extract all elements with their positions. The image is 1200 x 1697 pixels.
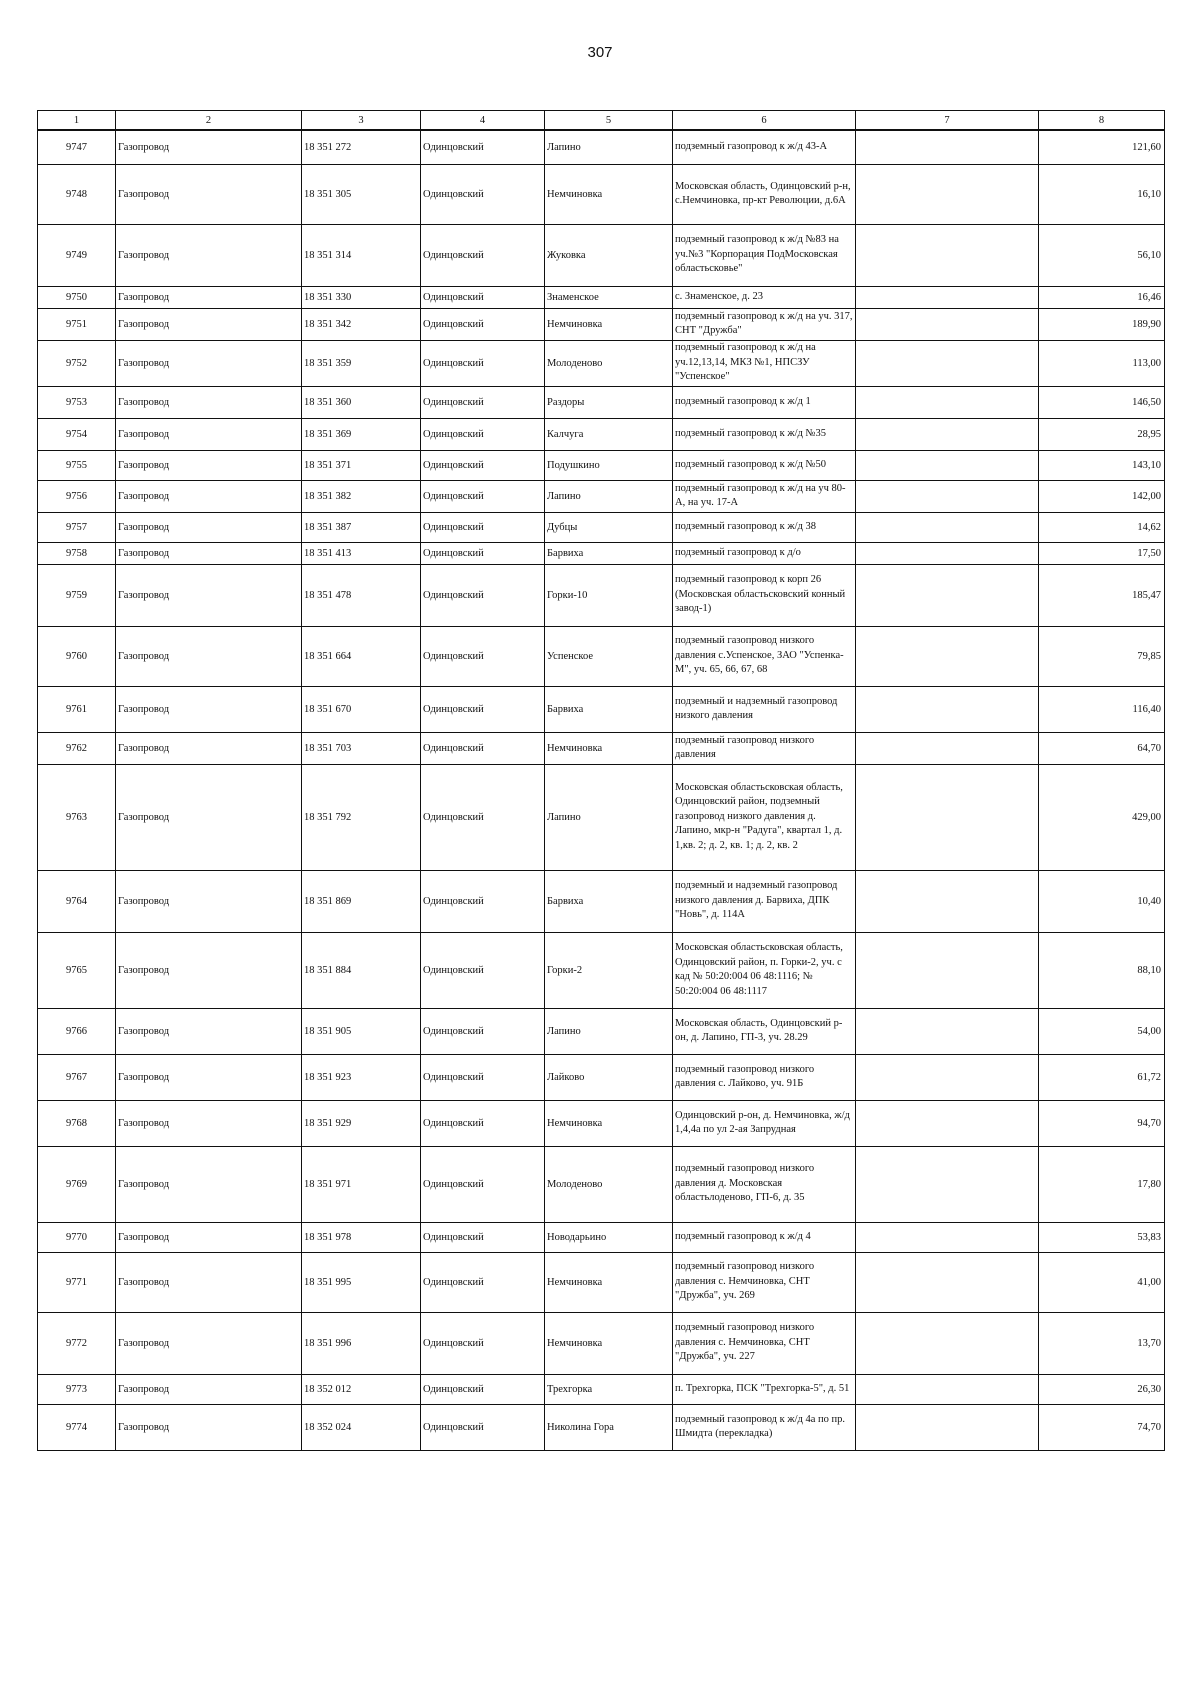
code-cell: 18 351 369 <box>302 418 421 450</box>
code-cell: 18 351 314 <box>302 224 421 286</box>
object-name-cell: Газопровод <box>116 340 302 386</box>
row-number-cell: 9763 <box>38 764 116 870</box>
locality-cell: Немчиновка <box>545 1252 673 1312</box>
address-cell: подземный газопровод к ж/д 38 <box>673 512 856 542</box>
value-cell: 113,00 <box>1039 340 1165 386</box>
district-cell: Одинцовский <box>421 450 545 480</box>
empty-cell <box>856 1100 1039 1146</box>
locality-cell: Знаменское <box>545 286 673 308</box>
object-name-cell: Газопровод <box>116 626 302 686</box>
value-cell: 189,90 <box>1039 308 1165 340</box>
locality-cell: Подушкино <box>545 450 673 480</box>
empty-cell <box>856 764 1039 870</box>
code-cell: 18 352 012 <box>302 1374 421 1404</box>
address-cell: с. Знаменское, д. 23 <box>673 286 856 308</box>
table-row <box>38 1222 1165 1252</box>
code-cell: 18 351 664 <box>302 626 421 686</box>
locality-cell: Немчиновка <box>545 732 673 764</box>
empty-cell <box>856 286 1039 308</box>
row-number-cell: 9748 <box>38 164 116 224</box>
value-cell: 185,47 <box>1039 564 1165 626</box>
district-cell: Одинцовский <box>421 512 545 542</box>
row-number-cell: 9754 <box>38 418 116 450</box>
table-row <box>38 1252 1165 1312</box>
district-cell: Одинцовский <box>421 480 545 512</box>
district-cell: Одинцовский <box>421 732 545 764</box>
row-number-cell: 9764 <box>38 870 116 932</box>
code-cell: 18 351 359 <box>302 340 421 386</box>
district-cell: Одинцовский <box>421 564 545 626</box>
code-cell: 18 351 305 <box>302 164 421 224</box>
district-cell: Одинцовский <box>421 1312 545 1374</box>
table-row <box>38 164 1165 224</box>
address-cell: подземный газопровод к ж/д на уч 80-А, на уч. 17-А <box>673 480 856 512</box>
locality-cell: Барвиха <box>545 542 673 564</box>
value-cell: 13,70 <box>1039 1312 1165 1374</box>
empty-cell <box>856 1054 1039 1100</box>
address-cell: подземный газопровод низкого давления д. Московская областьлоденово, ГП-6, д. 35 <box>673 1146 856 1222</box>
code-cell: 18 351 792 <box>302 764 421 870</box>
district-cell: Одинцовский <box>421 870 545 932</box>
page-number: 307 <box>587 44 613 61</box>
table-header-row <box>38 111 1165 131</box>
empty-cell <box>856 564 1039 626</box>
table-row <box>38 224 1165 286</box>
value-cell: 74,70 <box>1039 1404 1165 1450</box>
code-cell: 18 351 923 <box>302 1054 421 1100</box>
table-row <box>38 1312 1165 1374</box>
row-number-cell: 9756 <box>38 480 116 512</box>
value-cell: 94,70 <box>1039 1100 1165 1146</box>
value-cell: 56,10 <box>1039 224 1165 286</box>
address-cell: п. Трехгорка, ПСК "Трехгорка-5", д. 51 <box>673 1374 856 1404</box>
row-number-cell: 9759 <box>38 564 116 626</box>
address-cell: подземный газопровод к ж/д 4 <box>673 1222 856 1252</box>
table-row <box>38 308 1165 340</box>
value-cell: 146,50 <box>1039 386 1165 418</box>
code-cell: 18 351 272 <box>302 130 421 164</box>
empty-cell <box>856 480 1039 512</box>
row-number-cell: 9768 <box>38 1100 116 1146</box>
table-row <box>38 1054 1165 1100</box>
table-row <box>38 130 1165 164</box>
row-number-cell: 9771 <box>38 1252 116 1312</box>
address-cell: Московская область, Одинцовский р-он, д. Лапино, ГП-3, уч. 28.29 <box>673 1008 856 1054</box>
value-cell: 17,50 <box>1039 542 1165 564</box>
address-cell: подземный газопровод низкого давления с. Лайково, уч. 91Б <box>673 1054 856 1100</box>
table-row <box>38 480 1165 512</box>
empty-cell <box>856 340 1039 386</box>
table-row <box>38 1404 1165 1450</box>
district-cell: Одинцовский <box>421 418 545 450</box>
value-cell: 16,46 <box>1039 286 1165 308</box>
locality-cell: Немчиновка <box>545 1100 673 1146</box>
table-row <box>38 732 1165 764</box>
address-cell: подземный газопровод к ж/д на уч. 317, СНТ "Дружба" <box>673 308 856 340</box>
column-header: 4 <box>421 111 545 131</box>
value-cell: 54,00 <box>1039 1008 1165 1054</box>
locality-cell: Лайково <box>545 1054 673 1100</box>
object-name-cell: Газопровод <box>116 386 302 418</box>
object-name-cell: Газопровод <box>116 870 302 932</box>
code-cell: 18 351 996 <box>302 1312 421 1374</box>
empty-cell <box>856 1252 1039 1312</box>
locality-cell: Калчуга <box>545 418 673 450</box>
row-number-cell: 9758 <box>38 542 116 564</box>
code-cell: 18 351 382 <box>302 480 421 512</box>
empty-cell <box>856 932 1039 1008</box>
table-row <box>38 386 1165 418</box>
district-cell: Одинцовский <box>421 764 545 870</box>
value-cell: 88,10 <box>1039 932 1165 1008</box>
address-cell: подземный газопровод к ж/д №35 <box>673 418 856 450</box>
table-row <box>38 542 1165 564</box>
locality-cell: Лапино <box>545 130 673 164</box>
empty-cell <box>856 130 1039 164</box>
row-number-cell: 9767 <box>38 1054 116 1100</box>
object-name-cell: Газопровод <box>116 1054 302 1100</box>
object-name-cell: Газопровод <box>116 764 302 870</box>
locality-cell: Новодарьино <box>545 1222 673 1252</box>
object-name-cell: Газопровод <box>116 732 302 764</box>
row-number-cell: 9751 <box>38 308 116 340</box>
object-name-cell: Газопровод <box>116 1222 302 1252</box>
value-cell: 41,00 <box>1039 1252 1165 1312</box>
row-number-cell: 9769 <box>38 1146 116 1222</box>
district-cell: Одинцовский <box>421 224 545 286</box>
empty-cell <box>856 1312 1039 1374</box>
locality-cell: Немчиновка <box>545 308 673 340</box>
code-cell: 18 351 905 <box>302 1008 421 1054</box>
value-cell: 16,10 <box>1039 164 1165 224</box>
object-name-cell: Газопровод <box>116 286 302 308</box>
district-cell: Одинцовский <box>421 1222 545 1252</box>
address-cell: подземный газопровод к ж/д на уч.12,13,14, МКЗ №1, НПСЗУ "Успенское" <box>673 340 856 386</box>
empty-cell <box>856 418 1039 450</box>
empty-cell <box>856 542 1039 564</box>
locality-cell: Дубцы <box>545 512 673 542</box>
empty-cell <box>856 386 1039 418</box>
district-cell: Одинцовский <box>421 1404 545 1450</box>
address-cell: подземный газопровод низкого давления с. Немчиновка, СНТ "Дружба", уч. 269 <box>673 1252 856 1312</box>
address-cell: подземный газопровод низкого давления <box>673 732 856 764</box>
address-cell: подземный газопровод к ж/д №83 на уч.№3 "Корпорация ПодМосковская областьсковье" <box>673 224 856 286</box>
table-row <box>38 870 1165 932</box>
address-cell: подземный газопровод к ж/д 4а по пр. Шмидта (перекладка) <box>673 1404 856 1450</box>
object-name-cell: Газопровод <box>116 1252 302 1312</box>
address-cell: подземный газопровод к ж/д 1 <box>673 386 856 418</box>
empty-cell <box>856 626 1039 686</box>
code-cell: 18 351 330 <box>302 286 421 308</box>
address-cell: подземный и надземный газопровод низкого давления д. Барвиха, ДПК "Новь", д. 114А <box>673 870 856 932</box>
value-cell: 17,80 <box>1039 1146 1165 1222</box>
object-name-cell: Газопровод <box>116 224 302 286</box>
row-number-cell: 9760 <box>38 626 116 686</box>
empty-cell <box>856 512 1039 542</box>
district-cell: Одинцовский <box>421 130 545 164</box>
locality-cell: Немчиновка <box>545 164 673 224</box>
district-cell: Одинцовский <box>421 1146 545 1222</box>
locality-cell: Молоденово <box>545 340 673 386</box>
table-row <box>38 1146 1165 1222</box>
object-name-cell: Газопровод <box>116 564 302 626</box>
column-header: 7 <box>856 111 1039 131</box>
column-header: 1 <box>38 111 116 131</box>
value-cell: 26,30 <box>1039 1374 1165 1404</box>
locality-cell: Барвиха <box>545 686 673 732</box>
value-cell: 14,62 <box>1039 512 1165 542</box>
empty-cell <box>856 1008 1039 1054</box>
empty-cell <box>856 1404 1039 1450</box>
locality-cell: Раздоры <box>545 386 673 418</box>
locality-cell: Молоденово <box>545 1146 673 1222</box>
locality-cell: Лапино <box>545 1008 673 1054</box>
column-header: 8 <box>1039 111 1165 131</box>
code-cell: 18 351 929 <box>302 1100 421 1146</box>
address-cell: подземный газопровод к ж/д №50 <box>673 450 856 480</box>
row-number-cell: 9770 <box>38 1222 116 1252</box>
locality-cell: Барвиха <box>545 870 673 932</box>
address-cell: Московская область, Одинцовский р-н, с.Немчиновка, пр-кт Революции, д.6А <box>673 164 856 224</box>
district-cell: Одинцовский <box>421 1100 545 1146</box>
table-row <box>38 418 1165 450</box>
value-cell: 10,40 <box>1039 870 1165 932</box>
district-cell: Одинцовский <box>421 542 545 564</box>
district-cell: Одинцовский <box>421 932 545 1008</box>
empty-cell <box>856 1374 1039 1404</box>
address-cell: подземный газопровод низкого давления с.Успенское, ЗАО "Успенка-М", уч. 65, 66, 67, 68 <box>673 626 856 686</box>
locality-cell: Немчиновка <box>545 1312 673 1374</box>
code-cell: 18 351 371 <box>302 450 421 480</box>
object-name-cell: Газопровод <box>116 1404 302 1450</box>
empty-cell <box>856 686 1039 732</box>
table-row <box>38 512 1165 542</box>
row-number-cell: 9752 <box>38 340 116 386</box>
code-cell: 18 351 387 <box>302 512 421 542</box>
code-cell: 18 352 024 <box>302 1404 421 1450</box>
empty-cell <box>856 224 1039 286</box>
object-name-cell: Газопровод <box>116 1008 302 1054</box>
object-name-cell: Газопровод <box>116 450 302 480</box>
object-name-cell: Газопровод <box>116 130 302 164</box>
value-cell: 61,72 <box>1039 1054 1165 1100</box>
table-row <box>38 450 1165 480</box>
empty-cell <box>856 870 1039 932</box>
object-name-cell: Газопровод <box>116 480 302 512</box>
locality-cell: Успенское <box>545 626 673 686</box>
value-cell: 64,70 <box>1039 732 1165 764</box>
code-cell: 18 351 478 <box>302 564 421 626</box>
column-header: 6 <box>673 111 856 131</box>
address-cell: подземный газопровод к корп 26 (Московская областьсковский конный завод-1) <box>673 564 856 626</box>
code-cell: 18 351 884 <box>302 932 421 1008</box>
object-name-cell: Газопровод <box>116 542 302 564</box>
table-row <box>38 286 1165 308</box>
district-cell: Одинцовский <box>421 340 545 386</box>
address-cell: подземный газопровод к д/о <box>673 542 856 564</box>
code-cell: 18 351 342 <box>302 308 421 340</box>
locality-cell: Лапино <box>545 764 673 870</box>
address-cell: подземный газопровод к ж/д 43-А <box>673 130 856 164</box>
column-header: 3 <box>302 111 421 131</box>
value-cell: 28,95 <box>1039 418 1165 450</box>
column-header: 5 <box>545 111 673 131</box>
locality-cell: Жуковка <box>545 224 673 286</box>
table-row <box>38 764 1165 870</box>
empty-cell <box>856 308 1039 340</box>
table-row <box>38 626 1165 686</box>
object-name-cell: Газопровод <box>116 1312 302 1374</box>
value-cell: 429,00 <box>1039 764 1165 870</box>
address-cell: Московская областьсковская область, Одинцовский район, подземный газопровод низкого давления д. Лапино, мкр-н "Радуга", квартал 1, д. 1,кв. 2; д. 2, кв. 1; д. 2, кв. 2 <box>673 764 856 870</box>
row-number-cell: 9774 <box>38 1404 116 1450</box>
row-number-cell: 9755 <box>38 450 116 480</box>
object-name-cell: Газопровод <box>116 308 302 340</box>
address-cell: подземный газопровод низкого давления с. Немчиновка, СНТ "Дружба", уч. 227 <box>673 1312 856 1374</box>
empty-cell <box>856 450 1039 480</box>
value-cell: 79,85 <box>1039 626 1165 686</box>
value-cell: 143,10 <box>1039 450 1165 480</box>
code-cell: 18 351 670 <box>302 686 421 732</box>
code-cell: 18 351 413 <box>302 542 421 564</box>
registry-table <box>37 110 1165 1451</box>
row-number-cell: 9747 <box>38 130 116 164</box>
table-row <box>38 340 1165 386</box>
table-row <box>38 1008 1165 1054</box>
code-cell: 18 351 703 <box>302 732 421 764</box>
row-number-cell: 9766 <box>38 1008 116 1054</box>
object-name-cell: Газопровод <box>116 932 302 1008</box>
district-cell: Одинцовский <box>421 1374 545 1404</box>
locality-cell: Николина Гора <box>545 1404 673 1450</box>
empty-cell <box>856 1222 1039 1252</box>
district-cell: Одинцовский <box>421 164 545 224</box>
value-cell: 116,40 <box>1039 686 1165 732</box>
value-cell: 121,60 <box>1039 130 1165 164</box>
row-number-cell: 9772 <box>38 1312 116 1374</box>
code-cell: 18 351 971 <box>302 1146 421 1222</box>
district-cell: Одинцовский <box>421 286 545 308</box>
table-body <box>38 111 1165 1451</box>
row-number-cell: 9750 <box>38 286 116 308</box>
empty-cell <box>856 732 1039 764</box>
table-row <box>38 1374 1165 1404</box>
table-row <box>38 1100 1165 1146</box>
row-number-cell: 9773 <box>38 1374 116 1404</box>
locality-cell: Горки-10 <box>545 564 673 626</box>
empty-cell <box>856 164 1039 224</box>
address-cell: подземный и надземный газопровод низкого давления <box>673 686 856 732</box>
district-cell: Одинцовский <box>421 1008 545 1054</box>
code-cell: 18 351 995 <box>302 1252 421 1312</box>
district-cell: Одинцовский <box>421 626 545 686</box>
object-name-cell: Газопровод <box>116 418 302 450</box>
row-number-cell: 9753 <box>38 386 116 418</box>
row-number-cell: 9757 <box>38 512 116 542</box>
table-row <box>38 932 1165 1008</box>
row-number-cell: 9761 <box>38 686 116 732</box>
object-name-cell: Газопровод <box>116 1100 302 1146</box>
column-header: 2 <box>116 111 302 131</box>
object-name-cell: Газопровод <box>116 686 302 732</box>
district-cell: Одинцовский <box>421 308 545 340</box>
locality-cell: Лапино <box>545 480 673 512</box>
object-name-cell: Газопровод <box>116 1146 302 1222</box>
table-row <box>38 686 1165 732</box>
value-cell: 142,00 <box>1039 480 1165 512</box>
locality-cell: Трехгорка <box>545 1374 673 1404</box>
locality-cell: Горки-2 <box>545 932 673 1008</box>
object-name-cell: Газопровод <box>116 512 302 542</box>
district-cell: Одинцовский <box>421 686 545 732</box>
object-name-cell: Газопровод <box>116 164 302 224</box>
district-cell: Одинцовский <box>421 1054 545 1100</box>
table-row <box>38 564 1165 626</box>
district-cell: Одинцовский <box>421 386 545 418</box>
address-cell: Московская областьсковская область, Одинцовский район, п. Горки-2, уч. с кад № 50:20:004 06 48:1116; № 50:20:004 06 48:1117 <box>673 932 856 1008</box>
value-cell: 53,83 <box>1039 1222 1165 1252</box>
object-name-cell: Газопровод <box>116 1374 302 1404</box>
row-number-cell: 9765 <box>38 932 116 1008</box>
address-cell: Одинцовский р-он, д. Немчиновка, ж/д 1,4,4а по ул 2-ая Запрудная <box>673 1100 856 1146</box>
district-cell: Одинцовский <box>421 1252 545 1312</box>
row-number-cell: 9762 <box>38 732 116 764</box>
empty-cell <box>856 1146 1039 1222</box>
row-number-cell: 9749 <box>38 224 116 286</box>
code-cell: 18 351 360 <box>302 386 421 418</box>
code-cell: 18 351 978 <box>302 1222 421 1252</box>
code-cell: 18 351 869 <box>302 870 421 932</box>
